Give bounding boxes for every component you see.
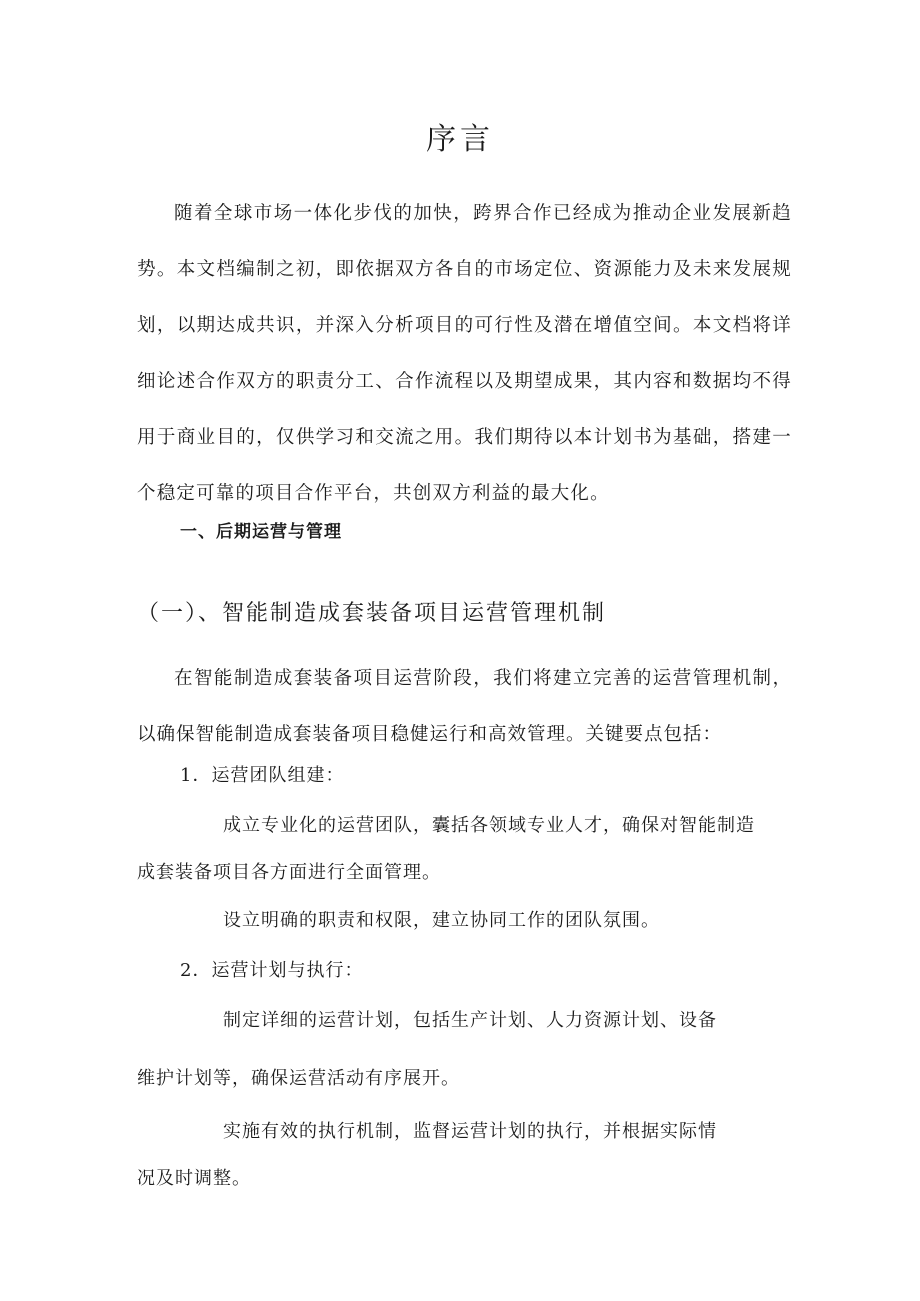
subsection-heading: （一）、智能制造成套装备项目运营管理机制 bbox=[137, 601, 607, 626]
team-paragraph-line-2: 成套装备项目各方面进行全面管理。 bbox=[137, 862, 441, 883]
team-paragraph-line-1: 成立专业化的运营团队，囊括各领域专业人才，确保对智能制造 bbox=[223, 815, 755, 836]
plan-paragraph-2-line-1: 实施有效的执行机制，监督运营计划的执行，并根据实际情 bbox=[223, 1121, 717, 1142]
subsection-intro-paragraph: 在智能制造成套装备项目运营阶段，我们将建立完善的运营管理机制，以确保智能制造成套装备项目稳健运行和高效管理。关键要点包括： bbox=[137, 668, 792, 745]
preface-paragraph: 随着全球市场一体化步伐的加快，跨界合作已经成为推动企业发展新趋势。本文档编制之初，即依据双方各自的市场定位、资源能力及未来发展规划，以期达成共识，并深入分析项目的可行性及潜在增值空间。本文档将详细论述合作双方的职责分工、合作流程以及期望成果，其内容和数据均不得用于商业目的，仅供学习和交流之用。我们期待以本计划书为基础，搭建一个稳定可靠的项目合作平台，共创双方利益的最大化。 bbox=[137, 203, 792, 504]
page-title: 序言 bbox=[426, 122, 494, 157]
section-heading: 一、后期运营与管理 bbox=[180, 522, 342, 542]
plan-paragraph-line-1: 制定详细的运营计划，包括生产计划、人力资源计划、设备 bbox=[223, 1010, 717, 1031]
plan-paragraph-2-line-2: 况及时调整。 bbox=[137, 1168, 251, 1189]
item-heading-plan: 2．运营计划与执行： bbox=[180, 960, 364, 981]
team-paragraph-2: 设立明确的职责和权限，建立协同工作的团队氛围。 bbox=[223, 910, 660, 931]
plan-paragraph-line-2: 维护计划等，确保运营活动有序展开。 bbox=[137, 1068, 460, 1089]
item-heading-team: 1．运营团队组建： bbox=[180, 765, 345, 786]
